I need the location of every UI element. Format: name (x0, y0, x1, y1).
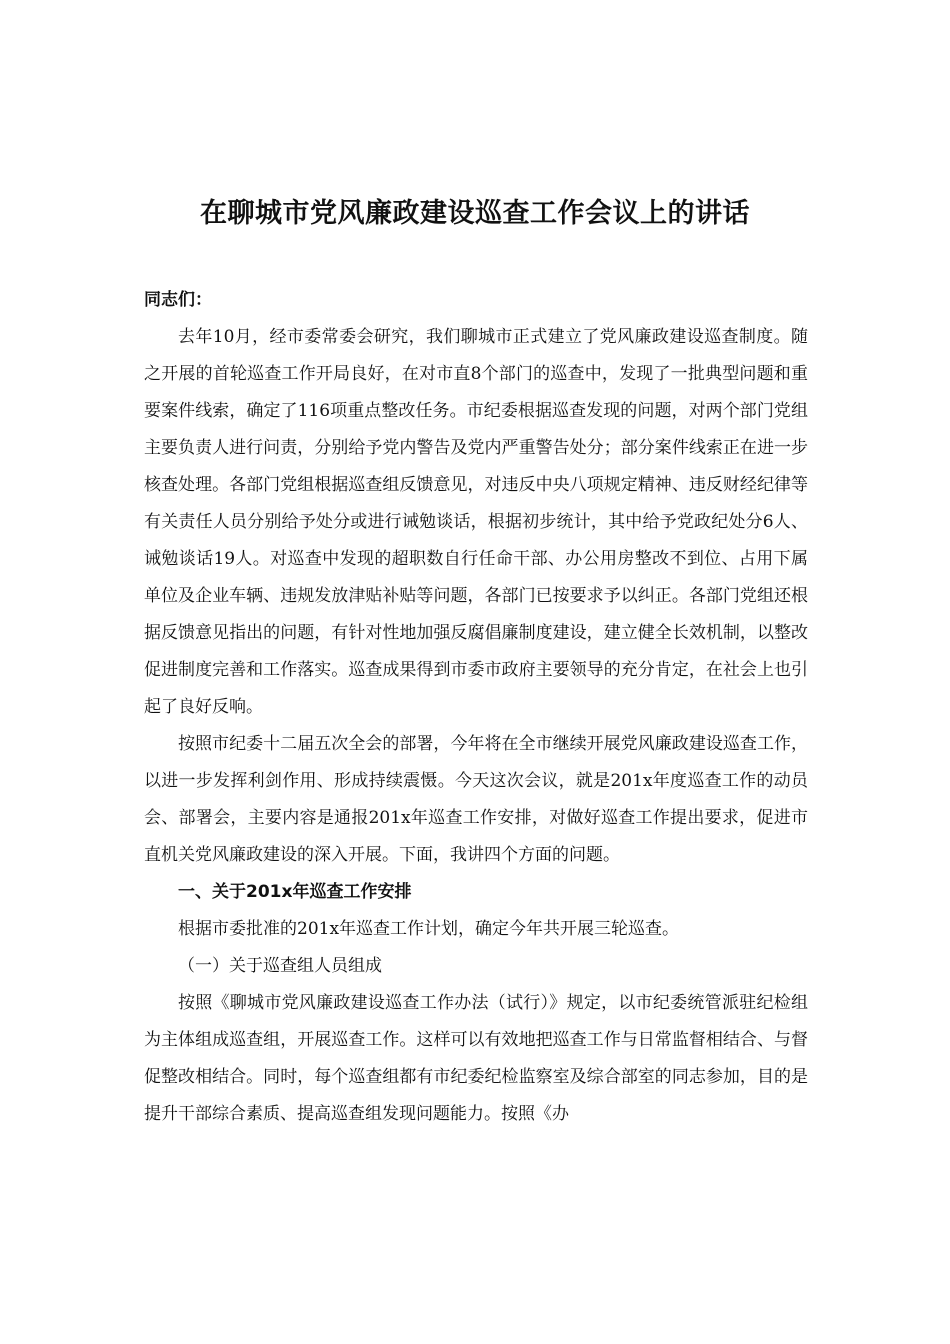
section-heading: 一、关于201x年巡查工作安排 (178, 882, 412, 902)
body-paragraph: 按照《聊城市党风廉政建设巡查工作办法（试行）》规定，以市纪委统管派驻纪检组为主体组成巡查组，开展巡查工作。这样可以有效地把巡查工作与日常监督相结合、与督促整改相结合。同时，每个巡查组都有市纪委纪检监察室及综合部室的同志参加，目的是提升干部综合素质、提高巡查组发现问题能力。按照《办 (144, 993, 808, 1124)
body-paragraph: 根据市委批准的201x年巡查工作计划，确定今年共开展三轮巡查。 (178, 919, 680, 939)
document-title: 在聊城市党风廉政建设巡查工作会议上的讲话 (200, 198, 750, 229)
document-body (144, 282, 808, 1133)
salutation: 同志们： (144, 290, 212, 310)
body-paragraph: 去年10月，经市委常委会研究，我们聊城市正式建立了党风廉政建设巡查制度。随之开展的首轮巡查工作开局良好，在对市直8个部门的巡查中，发现了一批典型问题和重要案件线索，确定了116项重点整改任务。市纪委根据巡查发现的问题，对两个部门党组主要负责人进行问责，分别给予党内警告及党内严重警告处分；部分案件线索正在进一步核查处理。各部门党组根据巡查组反馈意见，对违反中央八项规定精神、违反财经纪律等有关责任人员分别给予处分或进行诫勉谈话，根据初步统计，其中给予党政纪处分6人、诫勉谈话19人。对巡查中发现的超职数自行任命干部、办公用房整改不到位、占用下属单位及企业车辆、违规发放津贴补贴等问题，各部门已按要求予以纠正。各部门党组还根据反馈意见指出的问题，有针对性地加强反腐倡廉制度建设，建立健全长效机制，以整改促进制度完善和工作落实。巡查成果得到市委市政府主要领导的充分肯定，在社会上也引起了良好反响。 (144, 327, 808, 717)
body-paragraph: 按照市纪委十二届五次全会的部署，今年将在全市继续开展党风廉政建设巡查工作，以进一步发挥利剑作用、形成持续震慑。今天这次会议，就是201x年度巡查工作的动员会、部署会，主要内容是通报201x年巡查工作安排，对做好巡查工作提出要求，促进市直机关党风廉政建设的深入开展。下面，我讲四个方面的问题。 (144, 734, 808, 865)
subsection-heading: （一）关于巡查组人员组成 (178, 956, 382, 976)
